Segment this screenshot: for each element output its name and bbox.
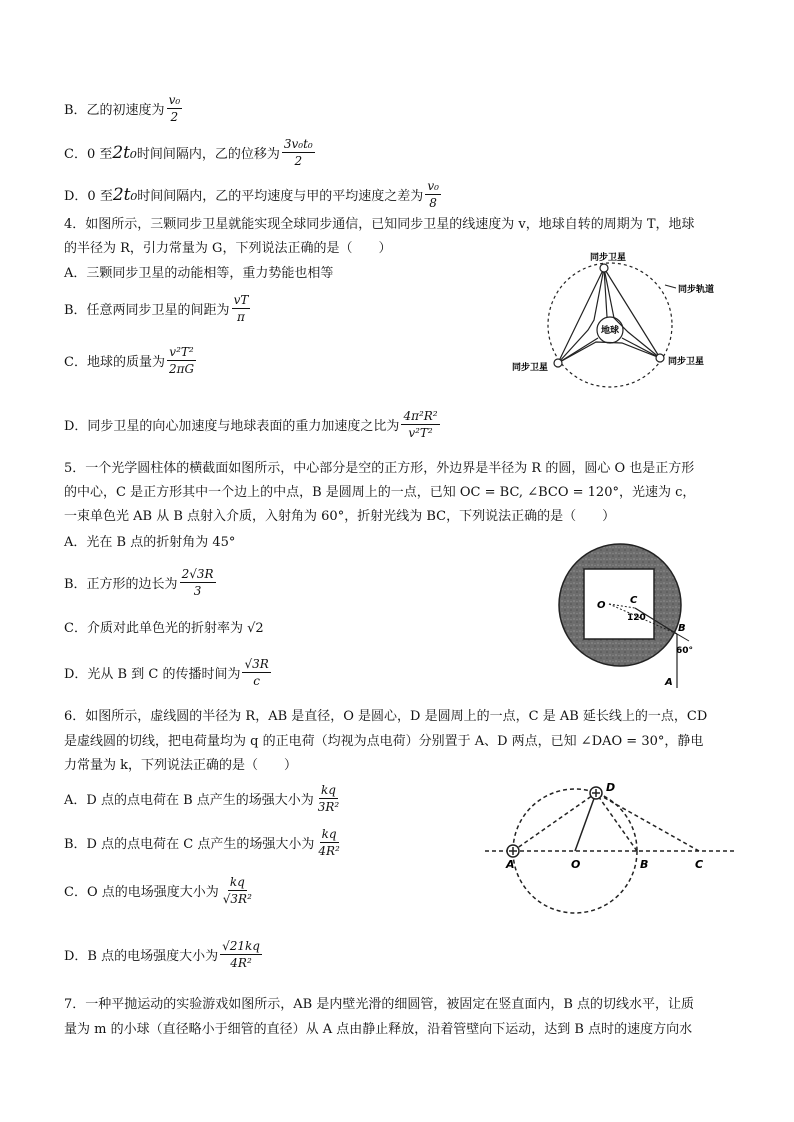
fraction: $\frac{√3R}{c}$ xyxy=(244,657,269,688)
fraction: $\frac{kq}{\text{4R²}}$ xyxy=(318,827,340,858)
q7-stem-line2: 量为 m 的小球（直径略小于细管的直径）从 A 点由静止释放，沿着管壁向下运动，达到 B 点时的速度方向水 xyxy=(64,1022,693,1037)
fraction: $\frac{\text{v₀}}{2}$ xyxy=(168,93,181,124)
point-o-label: O xyxy=(597,600,606,611)
q4-option-b: B．任意两同步卫星的间距为 $\frac{vT}{\pi}$ xyxy=(64,293,249,324)
q3-option-b: B．乙的初速度为 $\frac{\text{v₀}}{2}$ xyxy=(64,93,181,124)
q4-stem-line1: 4．如图所示，三颗同步卫星就能实现全球同步通信，已知同步卫星的线速度为 v，地球自转的周期为 T，地球 xyxy=(64,217,695,232)
satellite-figure xyxy=(500,250,720,390)
angle-label-2: 60° xyxy=(676,646,694,656)
fraction: $\frac{\text{v₀}}{8}$ xyxy=(427,179,439,210)
q5-stem-line1: 5．一个光学圆柱体的横截面如图所示，中心部分是空的正方形，外边界是半径为 R 的圆，圆心 O 也是正方形 xyxy=(64,461,695,476)
point-o-label: O xyxy=(571,858,581,871)
fraction: $\frac{\text{v²T²}}{2\pi G}$ xyxy=(168,345,195,376)
optical-cylinder-figure xyxy=(555,540,700,690)
point-b-label: B xyxy=(678,623,686,634)
fraction: $\frac{kq}{\text{3R²}}$ xyxy=(317,783,340,814)
fraction: $\frac{\text{3v₀t₀}}{2}$ xyxy=(283,137,313,168)
q3-option-d: D．0 至 2t₀ 时间间隔内，乙的平均速度与甲的平均速度之差为 $\frac{\text{v₀}}{8}$ xyxy=(64,179,439,210)
orbit-label: 同步轨道 xyxy=(678,285,715,295)
q3-option-c: C．0 至 2t₀ 时间间隔内，乙的位移为 $\frac{\text{3v₀t₀}}{2}$ xyxy=(64,137,313,168)
q6-stem-line3: 力常量为 k，下列说法正确的是（ ） xyxy=(64,758,298,773)
q5-stem-line3: 一束单色光 AB 从 B 点射入介质，入射角为 60°，折射光线为 BC，下列说法正确的是（ ） xyxy=(64,509,616,524)
point-a-label: A xyxy=(665,677,673,688)
q6-stem-line2: 是虚线圆的切线，把电荷量均为 q 的正电荷（均视为点电荷）分别置于 A、D 两点，已知 ∠DAO = 30°，静电 xyxy=(64,734,704,749)
earth-label: 地球 xyxy=(600,326,620,336)
top-satellite-label: 同步卫星 xyxy=(589,253,627,263)
fraction: $\frac{vT}{\pi}$ xyxy=(233,293,249,324)
q6-stem-line1: 6．如图所示，虚线圆的半径为 R，AB 是直径，O 是圆心，D 是圆周上的一点，C 是 AB 延长线上的一点，CD xyxy=(64,709,708,724)
right-arm xyxy=(604,268,660,358)
point-a-label: A xyxy=(506,858,515,871)
charges-circle-figure xyxy=(480,776,740,926)
q4-option-a: A．三颗同步卫星的动能相等，重力势能也相等 xyxy=(64,266,334,281)
left-satellite-label: 同步卫星 xyxy=(512,363,549,373)
hollow-square xyxy=(584,569,654,639)
point-d-label: D xyxy=(606,781,616,794)
q5-option-d: D．光从 B 到 C 的传播时间为 $\frac{√3R}{c}$ xyxy=(64,657,269,688)
q6-option-d: D．B 点的电场强度大小为 $\frac{√21kq}{\text{4R²}}$ xyxy=(64,939,260,970)
fraction: $\frac{kq}{\text{√3R²}}$ xyxy=(222,875,252,906)
q6-option-b: B．D 点的点电荷在 C 点产生的场强大小为 $\frac{kq}{\text{4R²}}$ xyxy=(64,827,340,858)
q4-stem-line2: 的半径为 R，引力常量为 G，下列说法正确的是（ ） xyxy=(64,241,392,256)
point-c-label: C xyxy=(630,595,638,606)
satellite-icon xyxy=(656,354,664,362)
satellite-icon xyxy=(600,264,608,272)
point-c-label: C xyxy=(695,858,704,871)
q6-option-a: A．D 点的点电荷在 B 点产生的场强大小为 $\frac{kq}{\text{3R²}}$ xyxy=(64,783,340,814)
angle-label-1: 120 xyxy=(627,613,646,623)
fraction: $\frac{√21kq}{\text{4R²}}$ xyxy=(222,939,260,970)
fraction: $\frac{\text{4π²R²}}{\text{v²T²}}$ xyxy=(403,409,438,440)
q5-option-b: B．正方形的边长为 $\frac{2√3R}{3}$ xyxy=(64,567,214,598)
right-satellite-label: 同步卫星 xyxy=(668,357,705,367)
fraction: $\frac{2√3R}{3}$ xyxy=(181,567,214,598)
q4-option-c: C．地球的质量为 $\frac{\text{v²T²}}{2\pi G}$ xyxy=(64,345,195,376)
q4-option-d: D．同步卫星的向心加速度与地球表面的重力加速度之比为 $\frac{\text{4π²R²}}{\text{v²T²}}$ xyxy=(64,409,438,440)
point-b-label: B xyxy=(640,858,649,871)
q5-option-c: C．介质对此单色光的折射率为 √2 xyxy=(64,621,264,636)
q6-option-c: C．O 点的电场强度大小为 $\frac{kq}{\text{√3R²}}$ xyxy=(64,875,252,906)
q5-stem-line2: 的中心，C 是正方形其中一个边上的中点，B 是圆周上的一点，已知 OC = BC, ∠BCO = 120°，光速为 c， xyxy=(64,485,696,500)
q7-stem-line1: 7．一种平抛运动的实验游戏如图所示，AB 是内壁光滑的细圆管，被固定在竖直面内，B 点的切线水平，让质 xyxy=(64,997,695,1012)
q5-option-a: A．光在 B 点的折射角为 45° xyxy=(64,535,236,550)
satellite-icon xyxy=(554,359,562,367)
